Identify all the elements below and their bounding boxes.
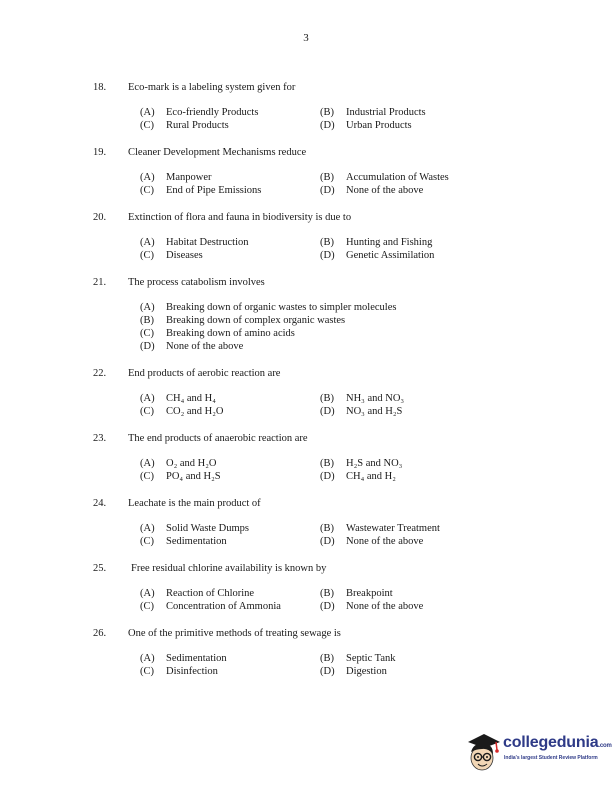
question-number: 22.: [93, 368, 107, 379]
option-c: (C) End of Pipe Emissions: [140, 185, 262, 196]
option-d: (D) Urban Products: [320, 120, 412, 131]
question-stem: One of the primitive methods of treating sewage is: [128, 628, 341, 639]
option-b: (B) Hunting and Fishing: [320, 237, 433, 248]
option-c: (C) Diseases: [140, 250, 203, 261]
logo-tagline: India's largest Student Review Platform: [504, 755, 598, 761]
option-d: (D) None of the above: [320, 185, 424, 196]
option-c: (C) CO₂ and H₂O: [140, 406, 224, 417]
option-a: (A) Manpower: [140, 172, 212, 183]
question-stem: Eco-mark is a labeling system given for: [128, 82, 296, 93]
option-d: (D) None of the above: [140, 341, 244, 352]
question-stem: Free residual chlorine availability is known by: [131, 563, 327, 574]
question-number: 18.: [93, 82, 107, 93]
option-a: (A) Sedimentation: [140, 653, 227, 664]
option-c: (C) Rural Products: [140, 120, 229, 131]
question-stem: Cleaner Development Mechanisms reduce: [128, 147, 307, 158]
question-stem: Extinction of flora and fauna in biodiversity is due to: [128, 212, 352, 223]
option-a: (A) Solid Waste Dumps: [140, 523, 249, 534]
option-b: (B) Breaking down of complex organic wastes: [140, 315, 346, 326]
option-b: (B) Breakpoint: [320, 588, 393, 599]
option-c: (C) PO₄ and H₂S: [140, 471, 221, 482]
option-b: (B) NH₃ and NO₃: [320, 393, 405, 404]
option-d: (D) CH₄ and H₂: [320, 471, 396, 482]
option-d: (D) None of the above: [320, 536, 424, 547]
page-number: 3: [303, 32, 309, 44]
option-a: (A) Breaking down of organic wastes to simpler molecules: [140, 302, 397, 313]
option-b: (B) Septic Tank: [320, 653, 396, 664]
question-stem: End products of aerobic reaction are: [128, 368, 281, 379]
option-d: (D) None of the above: [320, 601, 424, 612]
option-b: (B) H₂S and NO₃: [320, 458, 403, 469]
logo-wordmark: collegedunia.com: [503, 734, 612, 751]
collegedunia-logo: [462, 728, 612, 778]
question-number: 21.: [93, 277, 107, 288]
option-c: (C) Breaking down of amino acids: [140, 328, 295, 339]
question-number: 20.: [93, 212, 107, 223]
question-number: 24.: [93, 498, 107, 509]
option-a: (A) O₂ and H₂O: [140, 458, 217, 469]
option-a: (A) Eco-friendly Products: [140, 107, 259, 118]
question-stem: The end products of anaerobic reaction are: [128, 433, 308, 444]
option-c: (C) Sedimentation: [140, 536, 227, 547]
question-number: 19.: [93, 147, 107, 158]
option-d: (D) Digestion: [320, 666, 387, 677]
option-c: (C) Disinfection: [140, 666, 218, 677]
question-stem: The process catabolism involves: [128, 277, 265, 288]
question-number: 25.: [93, 563, 107, 574]
question-number: 23.: [93, 433, 107, 444]
option-c: (C) Concentration of Ammonia: [140, 601, 281, 612]
option-a: (A) CH₄ and H₄: [140, 393, 216, 404]
logo-suffix: .com: [598, 743, 612, 749]
option-d: (D) NO₃ and H₂S: [320, 406, 403, 417]
mascot-icon: [462, 728, 502, 778]
option-b: (B) Wastewater Treatment: [320, 523, 440, 534]
question-stem: Leachate is the main product of: [128, 498, 261, 509]
option-a: (A) Habitat Destruction: [140, 237, 249, 248]
question-number: 26.: [93, 628, 107, 639]
option-b: (B) Accumulation of Wastes: [320, 172, 449, 183]
option-b: (B) Industrial Products: [320, 107, 426, 118]
option-a: (A) Reaction of Chlorine: [140, 588, 255, 599]
option-d: (D) Genetic Assimilation: [320, 250, 435, 261]
